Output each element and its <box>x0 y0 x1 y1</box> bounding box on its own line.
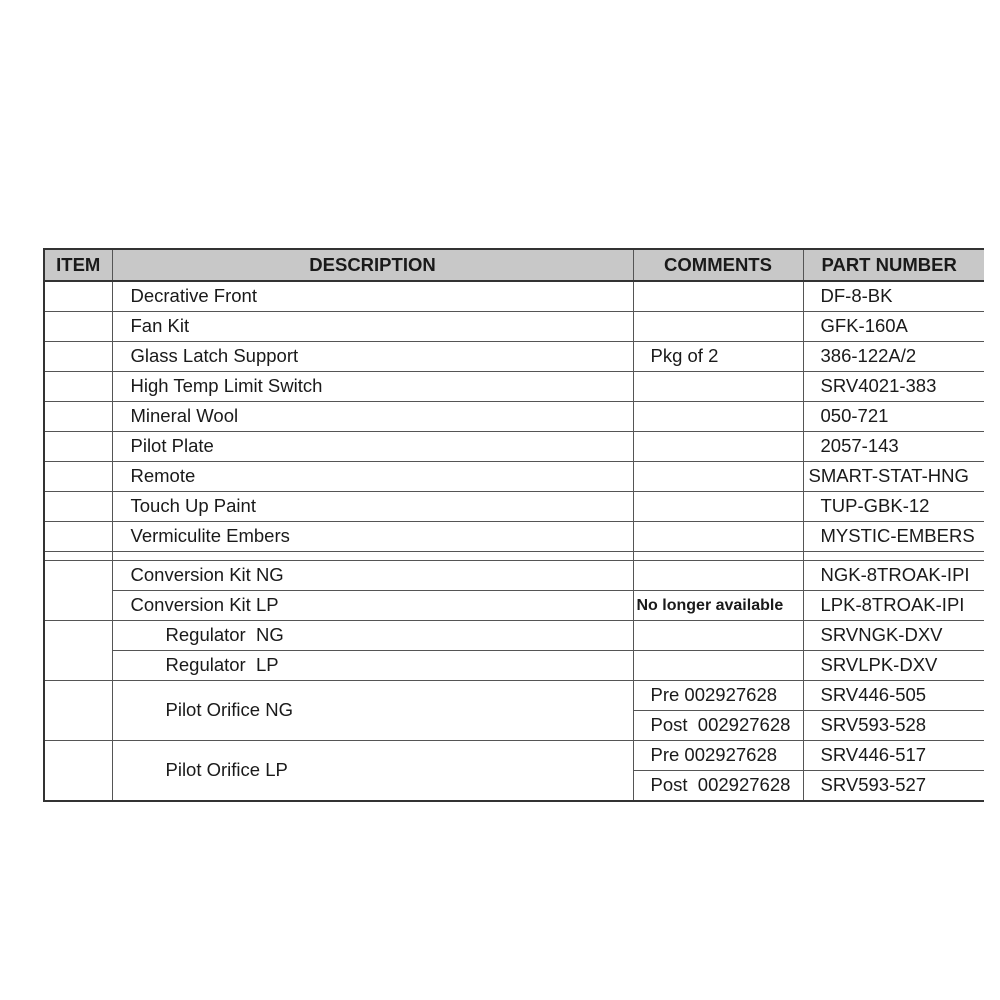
header-part-number: PART NUMBER <box>803 249 984 281</box>
table-row <box>44 462 984 492</box>
description-cell: Decrative Front <box>112 281 633 312</box>
spacer-row <box>44 552 984 561</box>
comments-cell <box>633 402 803 432</box>
item-cell <box>44 492 112 522</box>
description-cell: Remote <box>112 462 633 492</box>
comments-cell: Pre 002927628 <box>633 741 803 771</box>
spacer-cell <box>803 552 984 561</box>
table-row <box>44 591 984 621</box>
part-number-cell: SRVNGK-DXV <box>803 621 984 651</box>
parts-table <box>43 248 984 802</box>
table-row <box>44 621 984 651</box>
table-row <box>44 651 984 681</box>
spacer-cell <box>44 552 112 561</box>
table-row <box>44 522 984 552</box>
header-description: DESCRIPTION <box>112 249 633 281</box>
table-row <box>44 492 984 522</box>
table-header-row <box>44 249 984 281</box>
spacer-cell <box>633 552 803 561</box>
part-number-cell: MYSTIC-EMBERS <box>803 522 984 552</box>
comments-cell: No longer available <box>633 591 803 621</box>
description-cell: Mineral Wool <box>112 402 633 432</box>
description-cell: Touch Up Paint <box>112 492 633 522</box>
item-cell <box>44 681 112 741</box>
part-number-cell: SRV446-517 <box>803 741 984 771</box>
description-cell: Regulator NG <box>112 621 633 651</box>
item-cell <box>44 281 112 312</box>
item-cell <box>44 561 112 621</box>
description-cell: Pilot Orifice LP <box>112 741 633 802</box>
part-number-cell: SRV446-505 <box>803 681 984 711</box>
table-row <box>44 372 984 402</box>
description-cell: Vermiculite Embers <box>112 522 633 552</box>
table-row <box>44 741 984 771</box>
comments-cell: Post 002927628 <box>633 771 803 802</box>
item-cell <box>44 621 112 681</box>
comments-cell: Pkg of 2 <box>633 342 803 372</box>
item-cell <box>44 741 112 802</box>
description-cell: Glass Latch Support <box>112 342 633 372</box>
item-cell <box>44 432 112 462</box>
header-comments: COMMENTS <box>633 249 803 281</box>
table-row <box>44 432 984 462</box>
table-row <box>44 402 984 432</box>
item-cell <box>44 402 112 432</box>
comments-cell <box>633 561 803 591</box>
description-cell: Conversion Kit NG <box>112 561 633 591</box>
comments-cell <box>633 651 803 681</box>
table-row <box>44 561 984 591</box>
comments-cell <box>633 372 803 402</box>
part-number-cell: SRV593-527 <box>803 771 984 802</box>
item-cell <box>44 342 112 372</box>
part-number-cell: NGK-8TROAK-IPI <box>803 561 984 591</box>
comments-cell <box>633 492 803 522</box>
item-cell <box>44 312 112 342</box>
description-cell: Regulator LP <box>112 651 633 681</box>
comments-cell: Pre 002927628 <box>633 681 803 711</box>
spacer-cell <box>112 552 633 561</box>
description-cell: Pilot Plate <box>112 432 633 462</box>
description-cell: Conversion Kit LP <box>112 591 633 621</box>
comments-cell <box>633 312 803 342</box>
table-row <box>44 281 984 312</box>
part-number-cell: GFK-160A <box>803 312 984 342</box>
table-row <box>44 681 984 711</box>
part-number-cell: 2057-143 <box>803 432 984 462</box>
part-number-cell: SRVLPK-DXV <box>803 651 984 681</box>
part-number-cell: 386-122A/2 <box>803 342 984 372</box>
part-number-cell: SRV593-528 <box>803 711 984 741</box>
item-cell <box>44 522 112 552</box>
comments-cell <box>633 432 803 462</box>
table-row <box>44 342 984 372</box>
part-number-cell: DF-8-BK <box>803 281 984 312</box>
comments-cell: Post 002927628 <box>633 711 803 741</box>
table-row <box>44 312 984 342</box>
description-cell: Fan Kit <box>112 312 633 342</box>
description-cell: High Temp Limit Switch <box>112 372 633 402</box>
part-number-cell: 050-721 <box>803 402 984 432</box>
comments-cell <box>633 621 803 651</box>
header-item: ITEM <box>44 249 112 281</box>
part-number-cell: LPK-8TROAK-IPI <box>803 591 984 621</box>
item-cell <box>44 462 112 492</box>
item-cell <box>44 372 112 402</box>
comments-cell <box>633 462 803 492</box>
comments-cell <box>633 522 803 552</box>
part-number-cell: SMART-STAT-HNG <box>803 462 984 492</box>
comments-cell <box>633 281 803 312</box>
description-cell: Pilot Orifice NG <box>112 681 633 741</box>
part-number-cell: SRV4021-383 <box>803 372 984 402</box>
part-number-cell: TUP-GBK-12 <box>803 492 984 522</box>
